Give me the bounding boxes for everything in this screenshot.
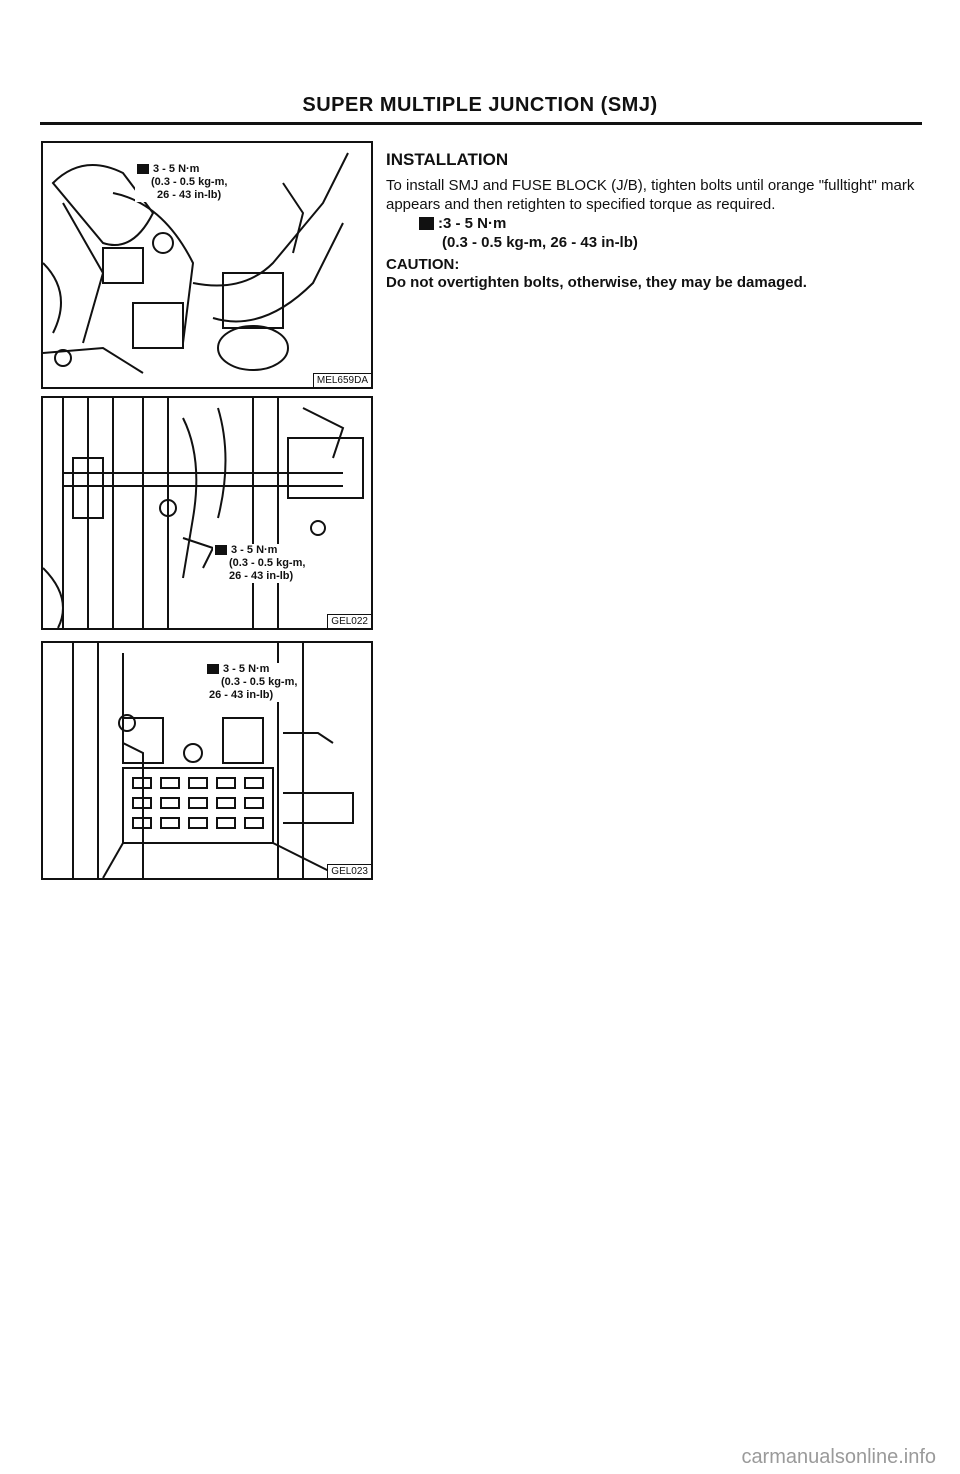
page-title: SUPER MULTIPLE JUNCTION (SMJ) (302, 94, 658, 116)
torque-callout-3 (205, 663, 299, 702)
figure-code: MEL659DA (313, 373, 371, 387)
torque-value: 3 - 5 N·m (231, 544, 278, 556)
caution-text: Do not overtighten bolts, otherwise, they may be damaged. (386, 274, 807, 291)
torque-kgm: (0.3 - 0.5 kg-m, (151, 176, 228, 188)
torque-inlb: 26 - 43 in-lb) (157, 189, 222, 201)
torque-inlb: 26 - 43 in-lb) (229, 570, 294, 582)
figure-code: GEL022 (327, 614, 371, 628)
figure-2 (41, 396, 373, 630)
torque-wrench-icon (215, 545, 227, 555)
figure-code: GEL023 (327, 864, 371, 878)
torque-callout-2 (213, 544, 307, 583)
torque-inlb: 26 - 43 in-lb) (209, 689, 274, 701)
figure-1 (41, 141, 373, 389)
watermark: carmanualsonline.info (741, 1446, 936, 1468)
illustration-2 (43, 398, 371, 628)
torque-kgm: (0.3 - 0.5 kg-m, (229, 557, 306, 569)
torque-wrench-icon (137, 164, 149, 174)
torque-kgm: (0.3 - 0.5 kg-m, (221, 676, 298, 688)
torque-value: 3 - 5 N·m (153, 163, 200, 175)
installation-instructions: To install SMJ and FUSE BLOCK (J/B), tighten bolts until orange "fulltight" mark appears and then retighten to specified torque as required. (386, 177, 915, 213)
caution-label: CAUTION: (386, 256, 460, 273)
torque-wrench-icon (207, 664, 219, 674)
torque-spec (386, 214, 926, 252)
torque-wrench-icon (419, 217, 434, 230)
title-rule (40, 122, 922, 125)
torque-spec-alt: (0.3 - 0.5 kg-m, 26 - 43 in-lb) (442, 234, 638, 251)
section-heading: INSTALLATION (386, 150, 509, 169)
torque-callout-1 (135, 163, 229, 202)
figure-3 (41, 641, 373, 880)
torque-value: 3 - 5 N·m (223, 663, 270, 675)
installation-section (386, 150, 926, 292)
torque-spec-value: :3 - 5 N·m (438, 215, 507, 232)
